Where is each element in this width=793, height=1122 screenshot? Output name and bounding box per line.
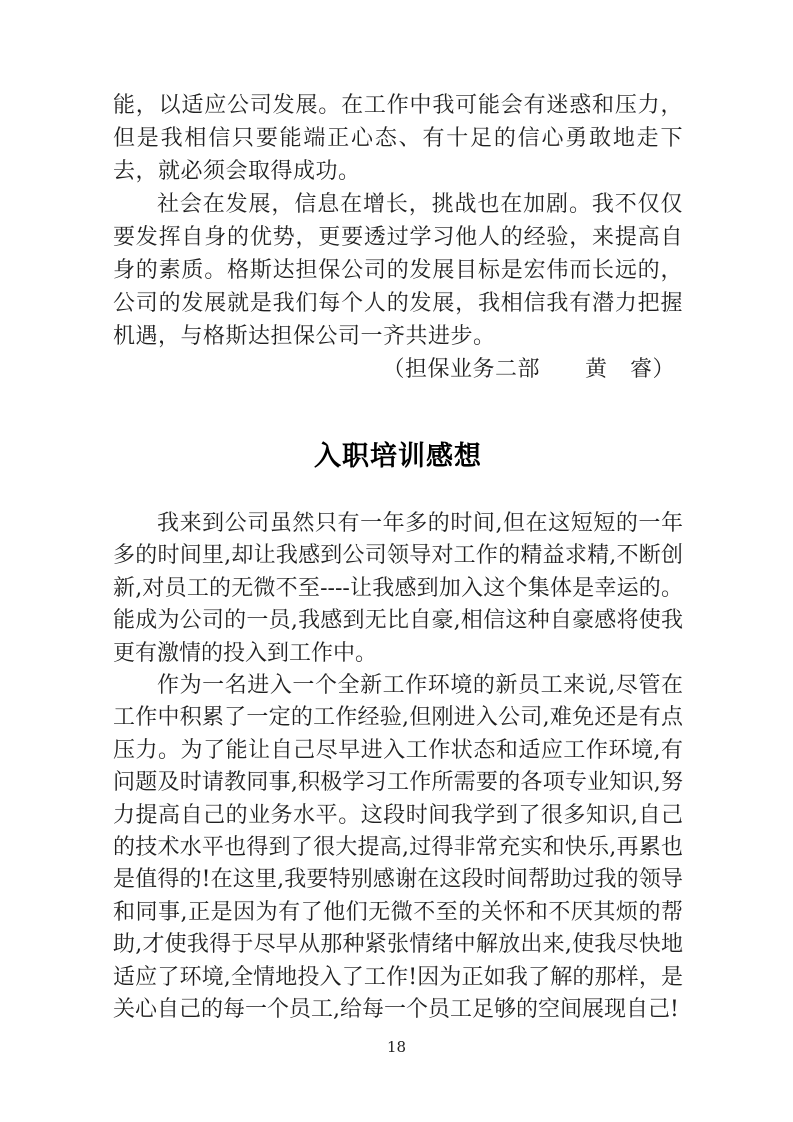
paragraph: 社会在发展，信息在增长，挑战也在加剧。我不仅仅要发挥自身的优势，更要透过学习他人的经验，来提高自身的素质。格斯达担保公司的发展目标是宏伟而长远的，公司的发展就是我们每个人的发展，我相信我有潜力把握机遇，与格斯达担保公司一齐共进步。 — [113, 192, 683, 349]
author-signature: （担保业务二部 黄 睿） — [382, 357, 675, 382]
paragraph-continuation: 能，以适应公司发展。在工作中我可能会有迷惑和压力，但是我相信只要能端正心态、有十足的信心勇敢地走下去，就必须会取得成功。 — [113, 93, 683, 184]
paragraph: 我来到公司虽然只有一年多的时间,但在这短短的一年多的时间里,却让我感到公司领导对工作的精益求精,不断创新,对员工的无微不至----让我感到加入这个集体是幸运的。能成为公司的一员,我感到无比自豪,相信这种自豪感将使我更有激情的投入到工作中。 — [113, 511, 683, 666]
previous-article-ending — [113, 89, 683, 386]
paragraph: 作为一名进入一个全新工作环境的新员工来说,尽管在工作中积累了一定的工作经验,但刚进入公司,难免还是有点压力。为了能让自己尽早进入工作状态和适应工作环境,有问题及时请教同事,积极学习工作所需要的各项专业知识,努力提高自己的业务水平。这段时间我学到了很多知识,自己的技术水平也得到了很大提高,过得非常充实和快乐,再累也是值得的!在这里,我要特别感谢在这段时间帮助过我的领导和同事,正是因为有了他们无微不至的关怀和不厌其烦的帮助,才使我得于尽早从那种紧张情绪中解放出来,使我尽快地适应了环境,全情地投入了工作!因为正如我了解的那样，是关心自己的每一个员工,给每一个员工足够的空间展现自己! — [113, 673, 683, 1023]
page-content — [113, 89, 683, 1027]
article-onboarding-training-thoughts — [113, 443, 683, 1027]
page-number: 18 — [386, 1038, 407, 1056]
article-title: 入职培训感想 — [314, 441, 482, 472]
